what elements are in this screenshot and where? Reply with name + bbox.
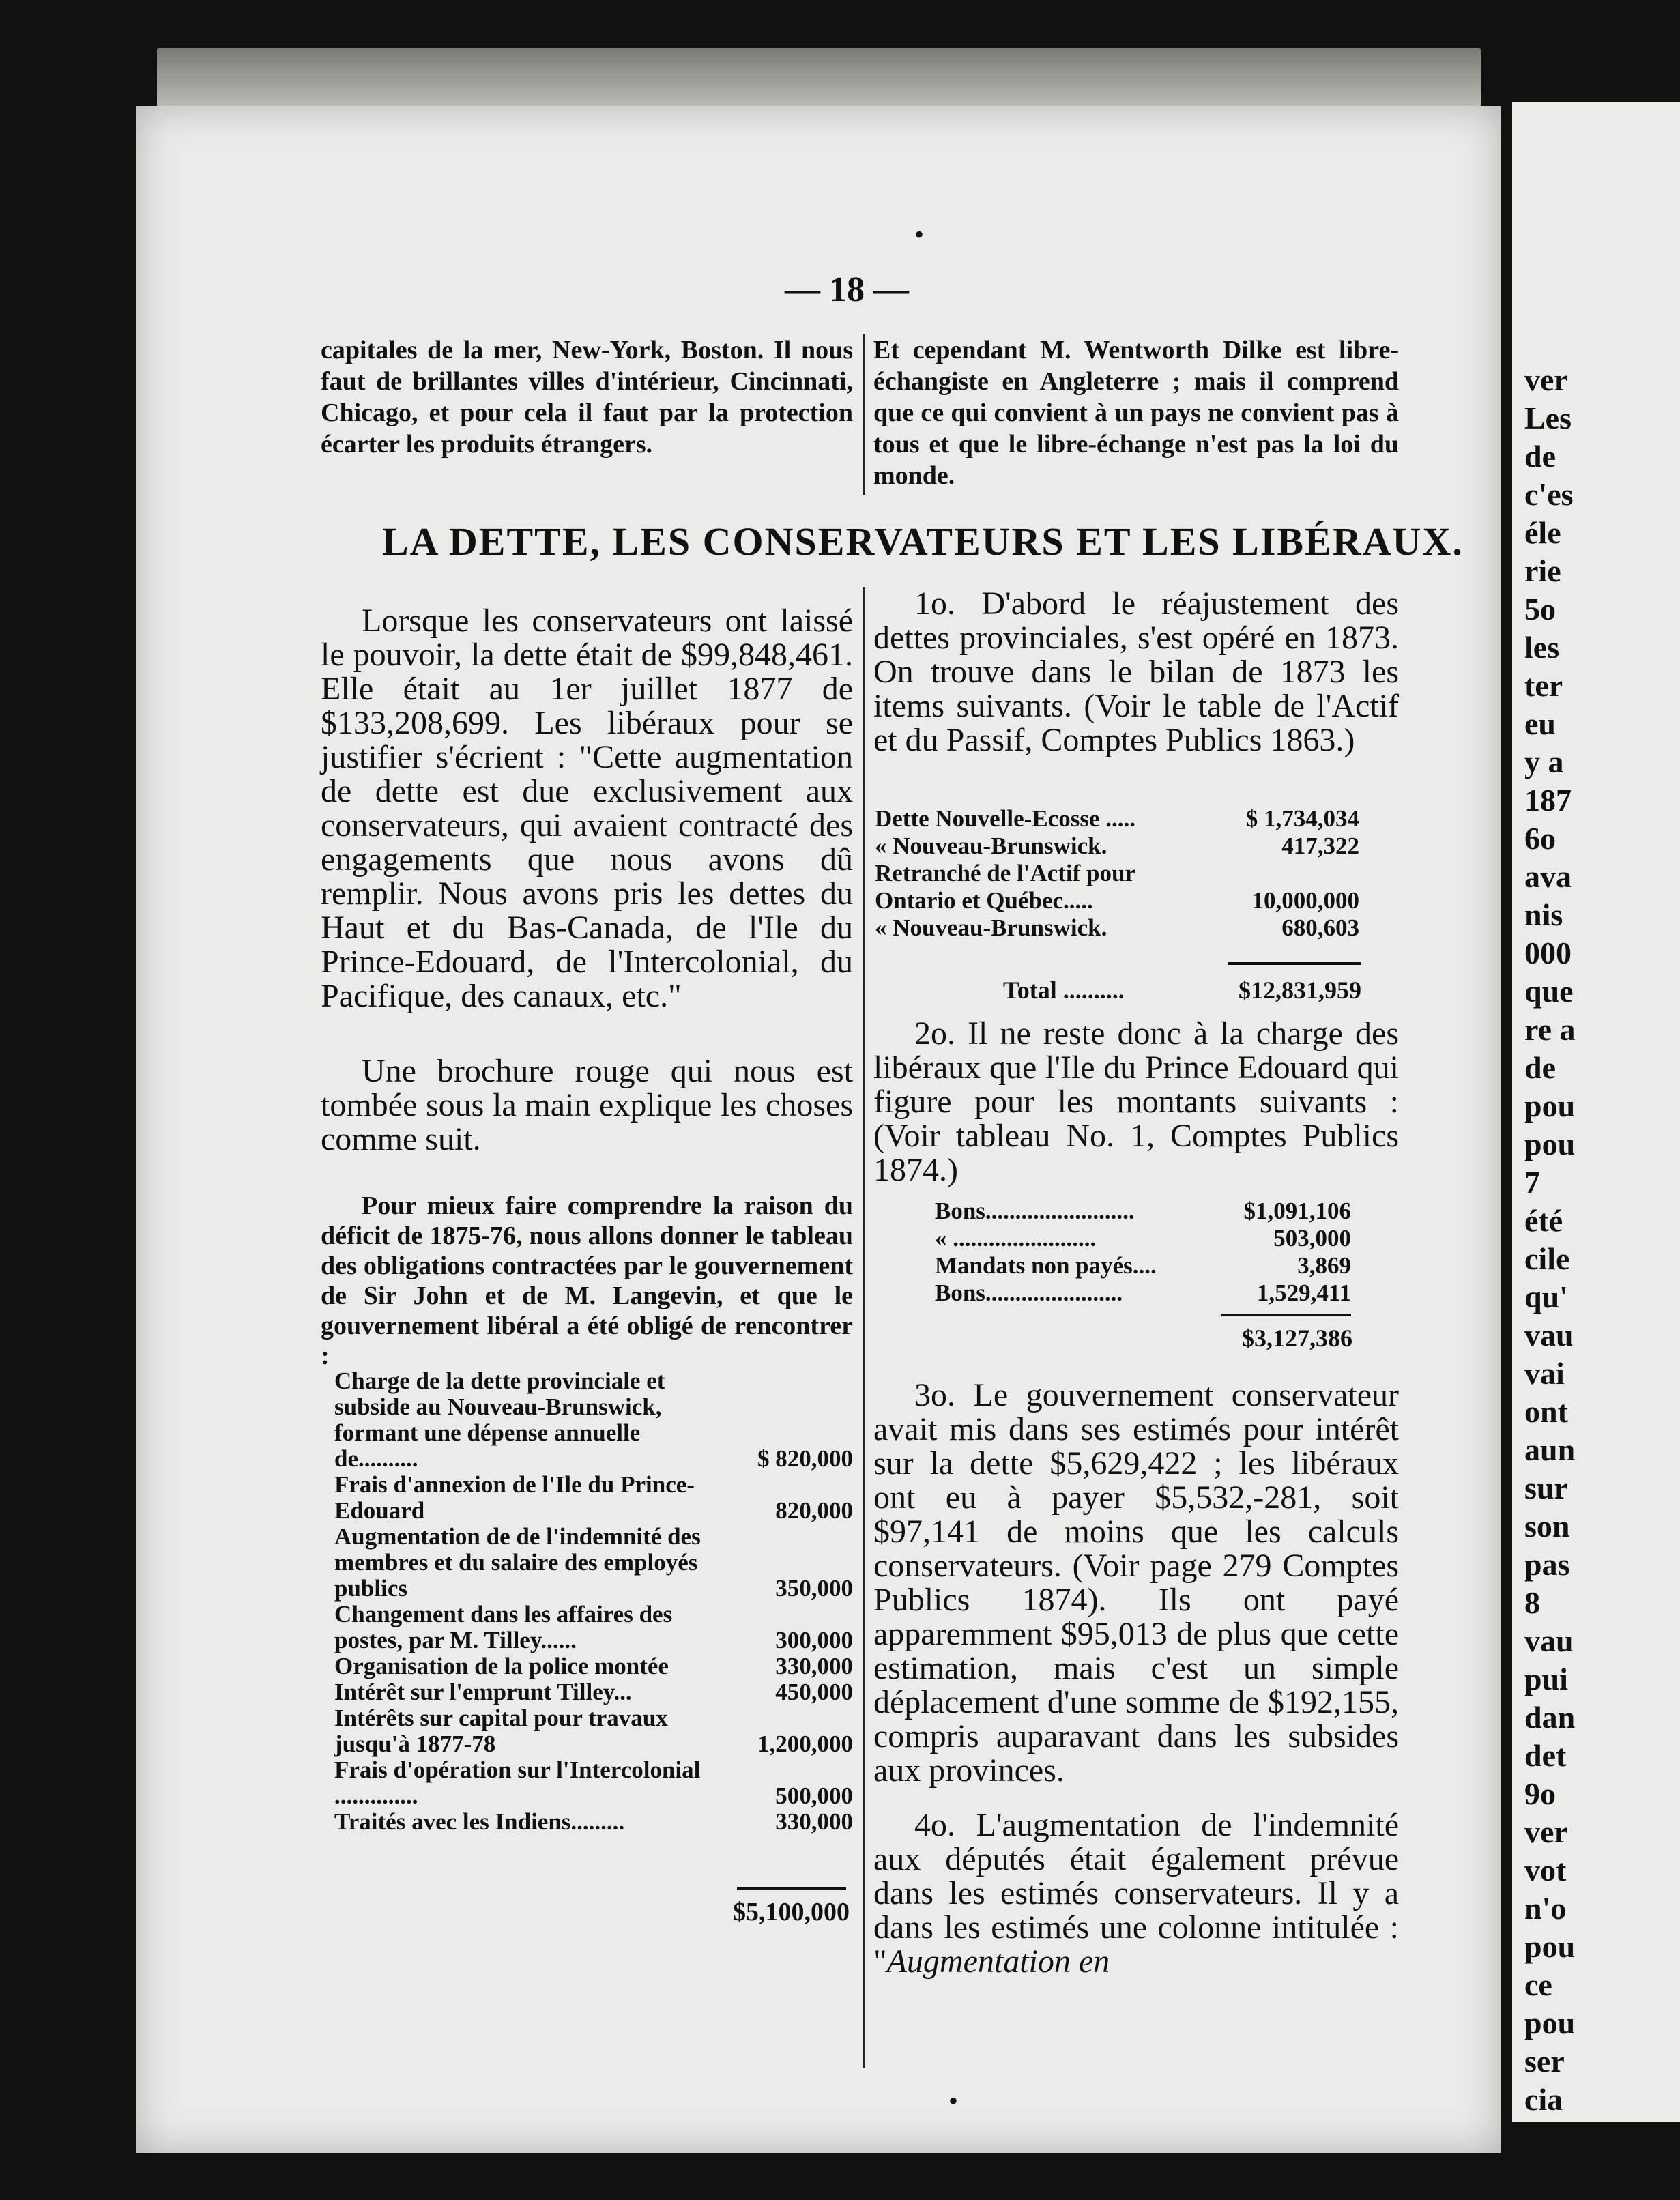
pei-item-amount: 503,000 (1273, 1225, 1351, 1251)
obligations-total: $5,100,000 (733, 1898, 850, 1926)
left-paragraph-2: Une brochure rouge qui nous est tombée sous la main explique les choses comme suit. (321, 1053, 853, 1157)
obligation-amount: 500,000 (775, 1782, 853, 1809)
readjustment-sum-line (1228, 962, 1361, 965)
next-page-fragment: ce (1524, 1967, 1552, 2002)
pei-total: $3,127,386 (1242, 1325, 1352, 1352)
next-page-fragment: cile (1524, 1241, 1570, 1276)
readjustment-amount: 417,322 (1281, 833, 1359, 859)
next-page-fragment: que (1524, 974, 1574, 1009)
top-left-paragraph: capitales de la mer, New-York, Boston. Il nous faut de brillantes villes d'intérieur, Cincinnati, Chicago, et pour cela il faut par la protection écarter les produits étrangers. (321, 336, 853, 459)
pei-item-label: Mandats non payés.... (935, 1252, 1157, 1279)
next-page-fragment: y a (1524, 744, 1564, 779)
obligation-amount: 330,000 (775, 1653, 853, 1679)
obligation-amount: 330,000 (775, 1808, 853, 1835)
prince-edward-island-table (935, 1198, 1351, 1307)
right-paragraph-2: 2o. Il ne reste donc à la charge des libéraux que l'Ile du Prince Edouard qui figure pour les montants suivants : (Voir tableau No. 1, Comptes Publics 1874.) (873, 1015, 1399, 1188)
pei-item-label: Bons......................... (935, 1198, 1135, 1224)
next-page-fragment: n'o (1524, 1891, 1567, 1926)
right-paragraph-4-italic: Augmentation en (886, 1943, 1110, 1980)
right-paragraph-1: 1o. D'abord le réajustement des dettes provinciales, s'est opéré en 1873. On trouve dans le bilan de 1873 les items suivants. (Voir le table de l'Actif et du Passif, Comptes Publics 1863.) (873, 585, 1399, 758)
obligation-row (334, 1368, 853, 1472)
next-page-fragment: vau (1524, 1318, 1574, 1352)
next-page-fragment: de (1524, 439, 1556, 474)
obligation-amount: 300,000 (775, 1627, 853, 1653)
readjustment-amount (1202, 860, 1359, 887)
next-page-fragment: 5o (1524, 592, 1556, 626)
left-paragraph-1: Lorsque les conservateurs ont laissé le pouvoir, la dette était de $99,848,461. Elle était au 1er juillet 1877 de $133,208,699. Les libéraux pour se justifier s'écrient : "Cette augmentation de dette est due exclusivement aux conservateurs, qui avaient contracté des engagements que nous avons dû remplir. Nous avons pris les dettes du Haut et du Bas-Canada, de l'Ile du Prince-Edouard, de l'Intercolonial, du Pacifique, des canaux, etc." (321, 603, 853, 1014)
pei-item-label: « ........................ (935, 1225, 1097, 1251)
page-mark-top: • (914, 219, 925, 250)
next-page-fragment: cia (1524, 2082, 1563, 2117)
obligation-row (334, 1602, 853, 1653)
next-page-fragment: pou (1524, 1127, 1576, 1161)
next-page-fragment: 9o (1524, 1776, 1556, 1811)
next-page-fragment: ver (1524, 1814, 1568, 1849)
next-page-fragment: Les (1524, 401, 1572, 435)
readjustment-row (875, 860, 1359, 887)
obligation-row (334, 1705, 853, 1757)
next-page-fragment: qu' (1524, 1279, 1568, 1314)
next-page-fragment: été (1524, 1203, 1563, 1238)
next-page-fragment: det (1524, 1738, 1567, 1773)
next-page-fragment: ser (1524, 2044, 1565, 2079)
obligation-row (334, 1757, 853, 1809)
obligation-amount: 820,000 (775, 1497, 853, 1524)
readjustment-total: $12,831,959 (1239, 976, 1361, 1004)
next-page-fragment: son (1524, 1509, 1570, 1544)
next-page-fragment: ont (1524, 1394, 1568, 1429)
top-right-paragraph: Et cependant M. Wentworth Dilke est libre-échangiste en Angleterre ; mais il comprend que ce qui convient à un pays ne convient pas à tous et que le libre-échange n'est pas la loi du monde. (873, 336, 1399, 490)
next-page-fragment: pou (1524, 1929, 1576, 1964)
right-paragraph-3: 3o. Le gouvernement conservateur avait mis dans ses estimés pour intérêt sur la dette $5,629,422 ; les libéraux ont eu à payer $5,532,-281, soit $97,141 de moins que les calculs conservateurs. (Voir page 279 Comptes Publics 1874). Ils ont payé apparemment $95,013 de plus que cette estimation, mais c'est un simple déplacement d'une somme de $192,155, compris auparavant dans les subsides aux provinces. (873, 1377, 1399, 1789)
obligation-row (334, 1809, 853, 1835)
page-number: — 18 — (785, 270, 909, 309)
next-page-fragment: c'es (1524, 477, 1574, 512)
next-page-fragment: pou (1524, 2006, 1576, 2040)
pei-item-amount: $1,091,106 (1243, 1198, 1351, 1224)
readjustment-label: Retranché de l'Actif pour (875, 860, 1136, 886)
pei-item-amount: 3,869 (1297, 1252, 1351, 1279)
readjustment-amount: 10,000,000 (1251, 887, 1359, 914)
readjustment-row (875, 805, 1359, 833)
next-page-fragment: rie (1524, 553, 1561, 588)
obligation-amount: 1,200,000 (757, 1731, 853, 1757)
obligations-table (334, 1368, 853, 1835)
readjustment-amount: 680,603 (1281, 914, 1359, 941)
debt-readjustment-table (875, 805, 1359, 942)
next-page-fragment: 000 (1524, 936, 1572, 970)
next-page-fragment: 6o (1524, 821, 1556, 856)
obligation-row (334, 1679, 853, 1705)
pei-item-row (935, 1252, 1351, 1279)
readjustment-row (875, 833, 1359, 860)
next-page-edge (1508, 102, 1680, 2155)
next-page-fragment: les (1524, 630, 1560, 665)
page-mark-bottom: • (948, 2085, 959, 2116)
main-column-rule (863, 587, 865, 2068)
next-page-fragment: vot (1524, 1853, 1567, 1887)
readjustment-row (875, 887, 1359, 914)
next-page-fragment: pas (1524, 1547, 1570, 1582)
pei-item-amount: 1,529,411 (1256, 1279, 1351, 1306)
pei-item-label: Bons....................... (935, 1279, 1123, 1306)
next-page-fragment: 8 (1524, 1585, 1540, 1620)
obligation-label: Frais d'annexion de l'Ile du Prince-Edouard (334, 1471, 695, 1524)
page-top-edge (157, 48, 1481, 109)
next-page-fragment: ter (1524, 668, 1563, 703)
readjustment-amount: $ 1,734,034 (1245, 805, 1359, 832)
readjustment-label: Ontario et Québec..... (875, 887, 1093, 914)
next-page-fragment: pou (1524, 2120, 1576, 2155)
obligation-amount: $ 820,000 (757, 1445, 853, 1472)
brochure-quote: Pour mieux faire comprendre la raison du déficit de 1875-76, nous allons donner le tableau des obligations contractées par le gouvernement de Sir John et de M. Langevin, et que le gouvernement libéral a été obligé de rencontrer : (321, 1191, 853, 1370)
next-page-fragment: nis (1524, 897, 1563, 932)
obligation-label: Intérêt sur l'emprunt Tilley... (334, 1679, 632, 1705)
right-paragraph-4 (873, 1808, 1399, 1979)
obligation-label: Charge de la dette provinciale et subside au Nouveau-Brunswick, formant une dépense annuelle de.......... (334, 1367, 665, 1472)
obligation-label: Frais d'opération sur l'Intercolonial .............. (334, 1756, 701, 1809)
section-title: LA DETTE, LES CONSERVATEURS ET LES LIBÉRAUX. (382, 519, 1464, 564)
next-page-fragment: éle (1524, 515, 1561, 550)
pei-sum-line (1221, 1314, 1351, 1316)
next-page-fragment: de (1524, 1050, 1556, 1085)
pei-item-row (935, 1279, 1351, 1307)
next-page-fragment: eu (1524, 706, 1556, 741)
readjustment-label: « Nouveau-Brunswick. (875, 914, 1107, 941)
obligation-row (334, 1472, 853, 1524)
obligation-label: Intérêts sur capital pour travaux jusqu'à 1877-78 (334, 1705, 668, 1757)
obligations-sum-line (737, 1887, 846, 1890)
next-page-fragment: aun (1524, 1432, 1576, 1467)
next-page-fragment: 7 (1524, 1165, 1540, 1200)
obligation-amount: 350,000 (775, 1575, 853, 1602)
readjustment-total-label: Total .......... (1003, 976, 1125, 1004)
obligation-row (334, 1524, 853, 1602)
right-paragraph-4-text: 4o. L'augmentation de l'indemnité aux députés était également prévue dans les estimés conservateurs. Il y a dans les estimés une colonne intitulée : " (873, 1807, 1399, 1980)
obligation-label: Traités avec les Indiens......... (334, 1808, 625, 1835)
next-page-fragment: ava (1524, 859, 1572, 894)
obligation-row (334, 1653, 853, 1679)
next-page-fragment: pou (1524, 1088, 1576, 1123)
top-column-rule (863, 334, 865, 495)
next-page-fragment: dan (1524, 1700, 1576, 1735)
next-page-fragment: 187 (1524, 783, 1572, 817)
next-page-fragment: vau (1524, 1623, 1574, 1658)
obligation-label: Organisation de la police montée (334, 1653, 669, 1679)
next-page-fragment: ver (1524, 362, 1568, 397)
readjustment-row (875, 914, 1359, 942)
obligation-amount: 450,000 (775, 1679, 853, 1705)
next-page-fragment: vai (1524, 1356, 1565, 1391)
next-page-fragment: re a (1524, 1012, 1576, 1047)
pei-item-row (935, 1198, 1351, 1225)
next-page-fragment: pui (1524, 1662, 1568, 1696)
obligation-label: Changement dans les affaires des postes, par M. Tilley...... (334, 1601, 673, 1653)
obligation-label: Augmentation de de l'indemnité des membres et du salaire des employés publics (334, 1523, 701, 1602)
readjustment-label: « Nouveau-Brunswick. (875, 833, 1107, 859)
pei-item-row (935, 1225, 1351, 1252)
readjustment-label: Dette Nouvelle-Ecosse ..... (875, 805, 1135, 832)
next-page-fragment: sur (1524, 1471, 1568, 1505)
